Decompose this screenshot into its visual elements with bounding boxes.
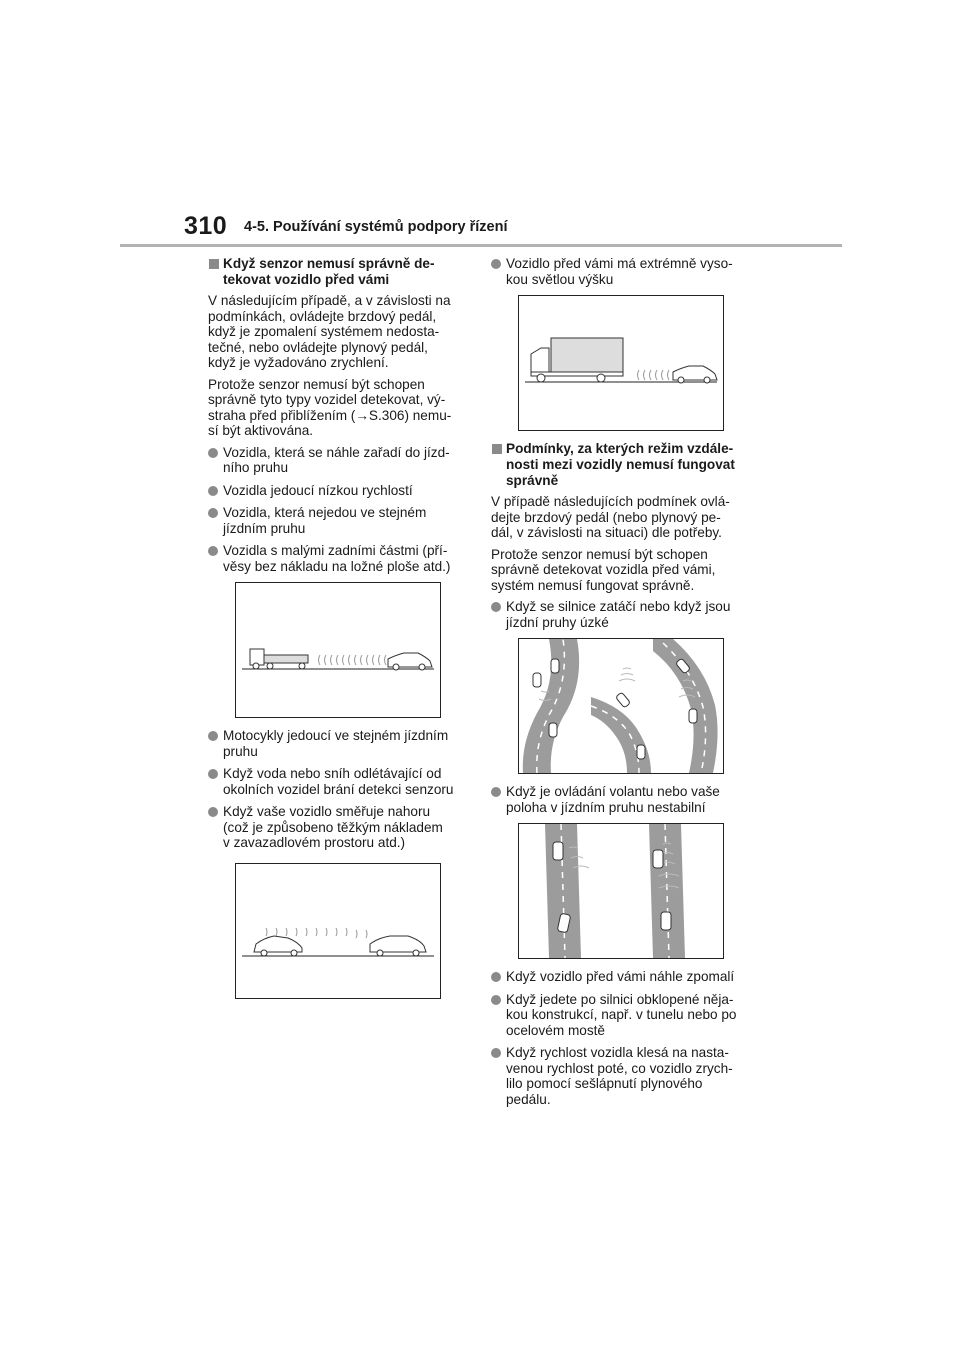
list-item: Vozidla, která se náhle zařadí do jízd- ního pruhu — [208, 445, 470, 476]
list-item: Motocykly jedoucí ve stejném jízdním pruhu — [208, 728, 470, 759]
illustration-trailer — [235, 582, 441, 718]
list-item: Když rychlost vozidla klesá na nasta- venou rychlost poté, co vozidlo zrych- lilo pomocí sešlápnutí plynového pedálu. — [491, 1045, 753, 1107]
paragraph: V následujícím případě, a v závislosti na podmínkách, ovládejte brzdový pedál, když je zpomalení systémem nedosta- tečné, nebo ovládejte plynový pedál, když je vyžadováno zrychlení. — [208, 293, 451, 370]
section-title: 4-5. Používání systémů podpory řízení — [244, 219, 508, 235]
paragraph: Protože senzor nemusí být schopen správně tyto typy vozidel detekovat, vý- straha před přiblížením (→S.306) nemu- sí být aktivována. — [208, 376, 452, 438]
round-bullet-icon — [491, 602, 501, 612]
list-item: Vozidla, která nejedou ve stejném jízdním pruhu — [208, 505, 470, 536]
list-item: Když jedete po silnici obklopené něja- kou konstrukcí, např. v tunelu nebo po ocelovém mostě — [491, 992, 753, 1039]
page-number: 310 — [184, 212, 228, 240]
square-bullet-icon — [209, 259, 219, 269]
round-bullet-icon — [208, 486, 218, 496]
round-bullet-icon — [491, 259, 501, 269]
round-bullet-icon — [491, 995, 501, 1005]
list-item: Když se silnice zatáčí nebo když jsou jízdní pruhy úzké — [491, 599, 753, 630]
round-bullet-icon — [208, 508, 218, 518]
round-bullet-icon — [491, 787, 501, 797]
illustration-high-truck — [518, 295, 724, 431]
section-heading — [491, 441, 753, 489]
list-item: Když vozidlo před vámi náhle zpomalí — [491, 969, 753, 985]
round-bullet-icon — [208, 448, 218, 458]
square-bullet-icon — [492, 444, 502, 454]
paragraph: Protože senzor nemusí být schopen správně detekovat vozidla před vámi, systém nemusí fungovat správně. — [491, 546, 716, 593]
round-bullet-icon — [208, 769, 218, 779]
round-bullet-icon — [491, 972, 501, 982]
right-column — [491, 256, 753, 1114]
list-item: Když je ovládání volantu nebo vaše poloha v jízdním pruhu nestabilní — [491, 784, 753, 815]
heading-text: Když senzor nemusí správně de- tekovat vozidlo před vámi — [223, 256, 435, 287]
illustration-curved-roads — [518, 638, 724, 774]
round-bullet-icon — [208, 731, 218, 741]
list-item: Vozidla s malými zadními částmi (pří- věsy bez nákladu na ložné ploše atd.) — [208, 543, 470, 574]
list-item: Vozidlo před vámi má extrémně vyso- kou světlou výšku — [491, 256, 753, 287]
paragraph: V případě následujících podmínek ovlá- dejte brzdový pedál (nebo plynový pe- dál, v závislosti na situaci) dle potřeby. — [491, 494, 730, 540]
illustration-unstable-lane — [518, 823, 724, 959]
left-column — [208, 256, 470, 1009]
list-item: Když voda nebo sníh odlétávající od okolních vozidel brání detekci senzoru — [208, 766, 470, 797]
round-bullet-icon — [208, 546, 218, 556]
list-item: Když vaše vozidlo směřuje nahoru (což je způsobeno těžkým nákladem v zavazadlovém prostoru atd.) — [208, 804, 470, 851]
heading-text: Podmínky, za kterých režim vzdále- nosti mezi vozidly nemusí fungovat správně — [506, 441, 735, 488]
illustration-vehicle-upward — [235, 863, 441, 999]
round-bullet-icon — [208, 807, 218, 817]
header-rule — [120, 244, 842, 247]
section-heading — [208, 256, 470, 288]
list-item: Vozidla jedoucí nízkou rychlostí — [208, 483, 470, 499]
round-bullet-icon — [491, 1048, 501, 1058]
